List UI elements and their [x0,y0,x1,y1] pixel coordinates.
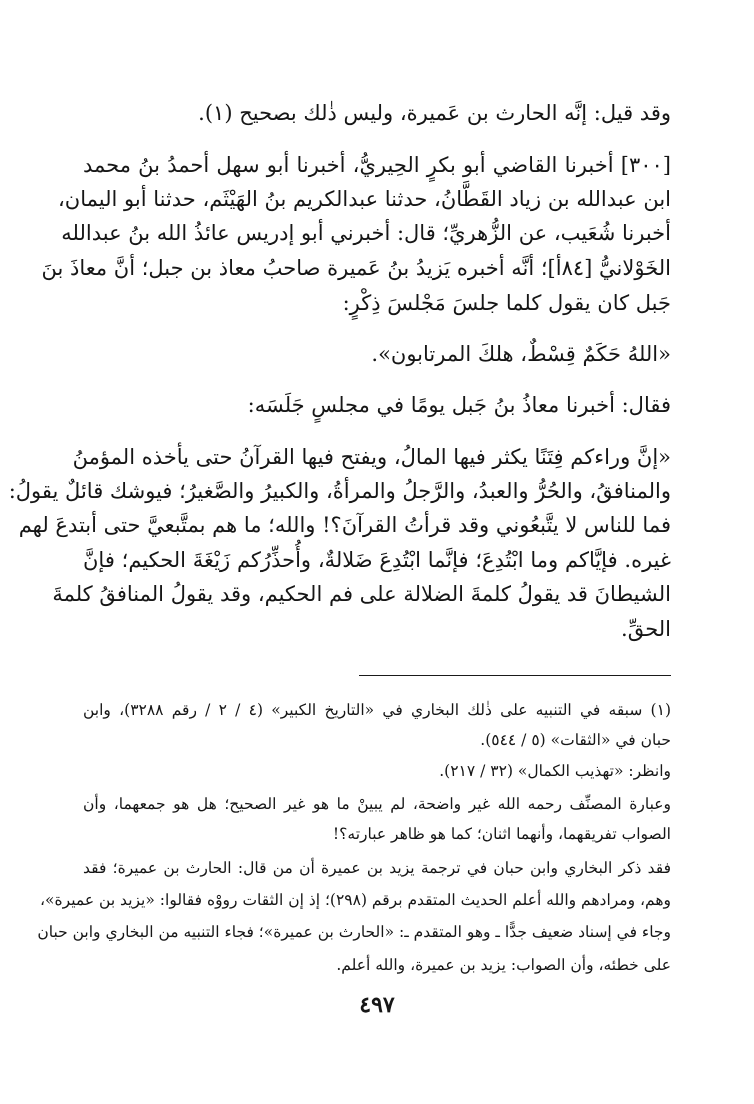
page-number: ٤٩٧ [359,992,395,1018]
hadith-line-2: والمنافقُ، والحُرُّ والعبدُ، والرَّجلُ والمرأةُ، والكبيرُ والصَّغيرُ؛ فيوشك قائلٌ يقولُ: [8,479,671,503]
isnad-line-3: أخبرنا شُعَيب، عن الزُّهريِّ؛ قال: أخبرني أبو إدريس عائذُ الله بنُ عبدالله [61,221,671,245]
footnote-note-b-line-2: وهم، ومرادهم والله أعلم الحديث المتقدم برقم (٢٩٨)؛ إذ إن الثقات رووْه فقالوا: «يزيد بن عميرة»، [40,891,671,909]
saying-line: «اللهُ حَكَمٌ قِسْطٌ، هلكَ المرتابون». [371,342,671,366]
isnad-line-4: الخَوْلانيُّ [٨٤أ]؛ أنَّه أخبره يَزيدُ بنُ عَميرة صاحبُ معاذ بن جبل؛ أنَّ معاذَ بنَ [41,256,671,280]
isnad-line-5: جَبل كان يقول كلما جلسَ مَجْلسَ ذِكْرٍ: [342,291,671,315]
footnote-note-b-line-1: فقد ذكر البخاري وابن حبان في ترجمة يزيد بن عميرة أن من قال: الحارث بن عميرة؛ فقد [83,859,671,877]
footnote-separator [359,675,671,676]
footnote-note-a-line-2: الصواب تفريقهما، وأنهما اثنان؛ كما هو ظاهر عبارته؟! [332,825,671,843]
hadith-line-5: الشيطانَ قد يقولُ كلمةَ الضلالة على فم الحكيم، وقد يقولُ المنافقُ كلمةَ [52,582,671,606]
hadith-line-3: فما للناس لا يتَّبعُوني وقد قرأتُ القرآنَ؟! والله؛ ما هم بمتَّبعيَّ حتى أبتدعَ لهم [18,513,671,537]
hadith-line-4: غيره. فإيَّاكم وما ابْتُدِعَ؛ فإنَّما ابْتُدِعَ ضَلالةٌ، وأُحذِّرُكم زَيْغَةَ الحكيم؛ فإنَّ [83,548,671,572]
footnote-note-b-line-4: على خطئه، وأن الصواب: يزيد بن عميرة، والله أعلم. [336,956,671,974]
hadith-line-6: الحقِّ. [621,617,671,641]
footnote-see-also: وانظر: «تهذيب الكمال» (٣٢ / ٢١٧). [439,762,671,780]
hadith-line-1: «إنَّ وراءكم فِتَنًا يكثر فيها المالُ، ويفتح فيها القرآنُ حتى يأخذه المؤمنُ [72,445,671,469]
isnad-line-2: ابن عبدالله بن زياد القَطَّانُ، حدثنا عبدالكريم بنُ الهَيْثَم، حدثنا أبو اليمان، [58,187,671,211]
footnote-note-a-line-1: وعبارة المصنِّف رحمه الله غير واضحة، لم يبينْ ما هو غير الصحيح؛ هل هو جمعهما، وأن [83,795,671,813]
footnote-1-line-2: حبان في «الثقات» (٥ / ٥٤٤). [480,731,671,749]
isnad-line-1: [٣٠٠] أخبرنا القاضي أبو بكرٍ الحِيريُّ، أخبرنا أبو سهل أحمدُ بنُ محمد [83,153,671,177]
intro-line: وقد قيل: إنَّه الحارث بن عَميرة، وليس ذٰلك بصحيح (١). [198,101,671,125]
footnote-note-b-line-3: وجاء في إسناد ضعيف جدًّا ـ وهو المتقدم ـ: «الحارث بن عميرة»؛ فجاء التنبيه من البخاري وابن حبان [37,923,671,941]
footnote-1-line-1: (١) سبقه في التنبيه على ذٰلك البخاري في «التاريخ الكبير» (٤ / ٢ / رقم ٣٢٨٨)، وابن [83,701,671,719]
transition-line: فقال: أخبرنا معاذُ بنُ جَبل يومًا في مجلسٍ جَلَسَه: [247,393,671,417]
